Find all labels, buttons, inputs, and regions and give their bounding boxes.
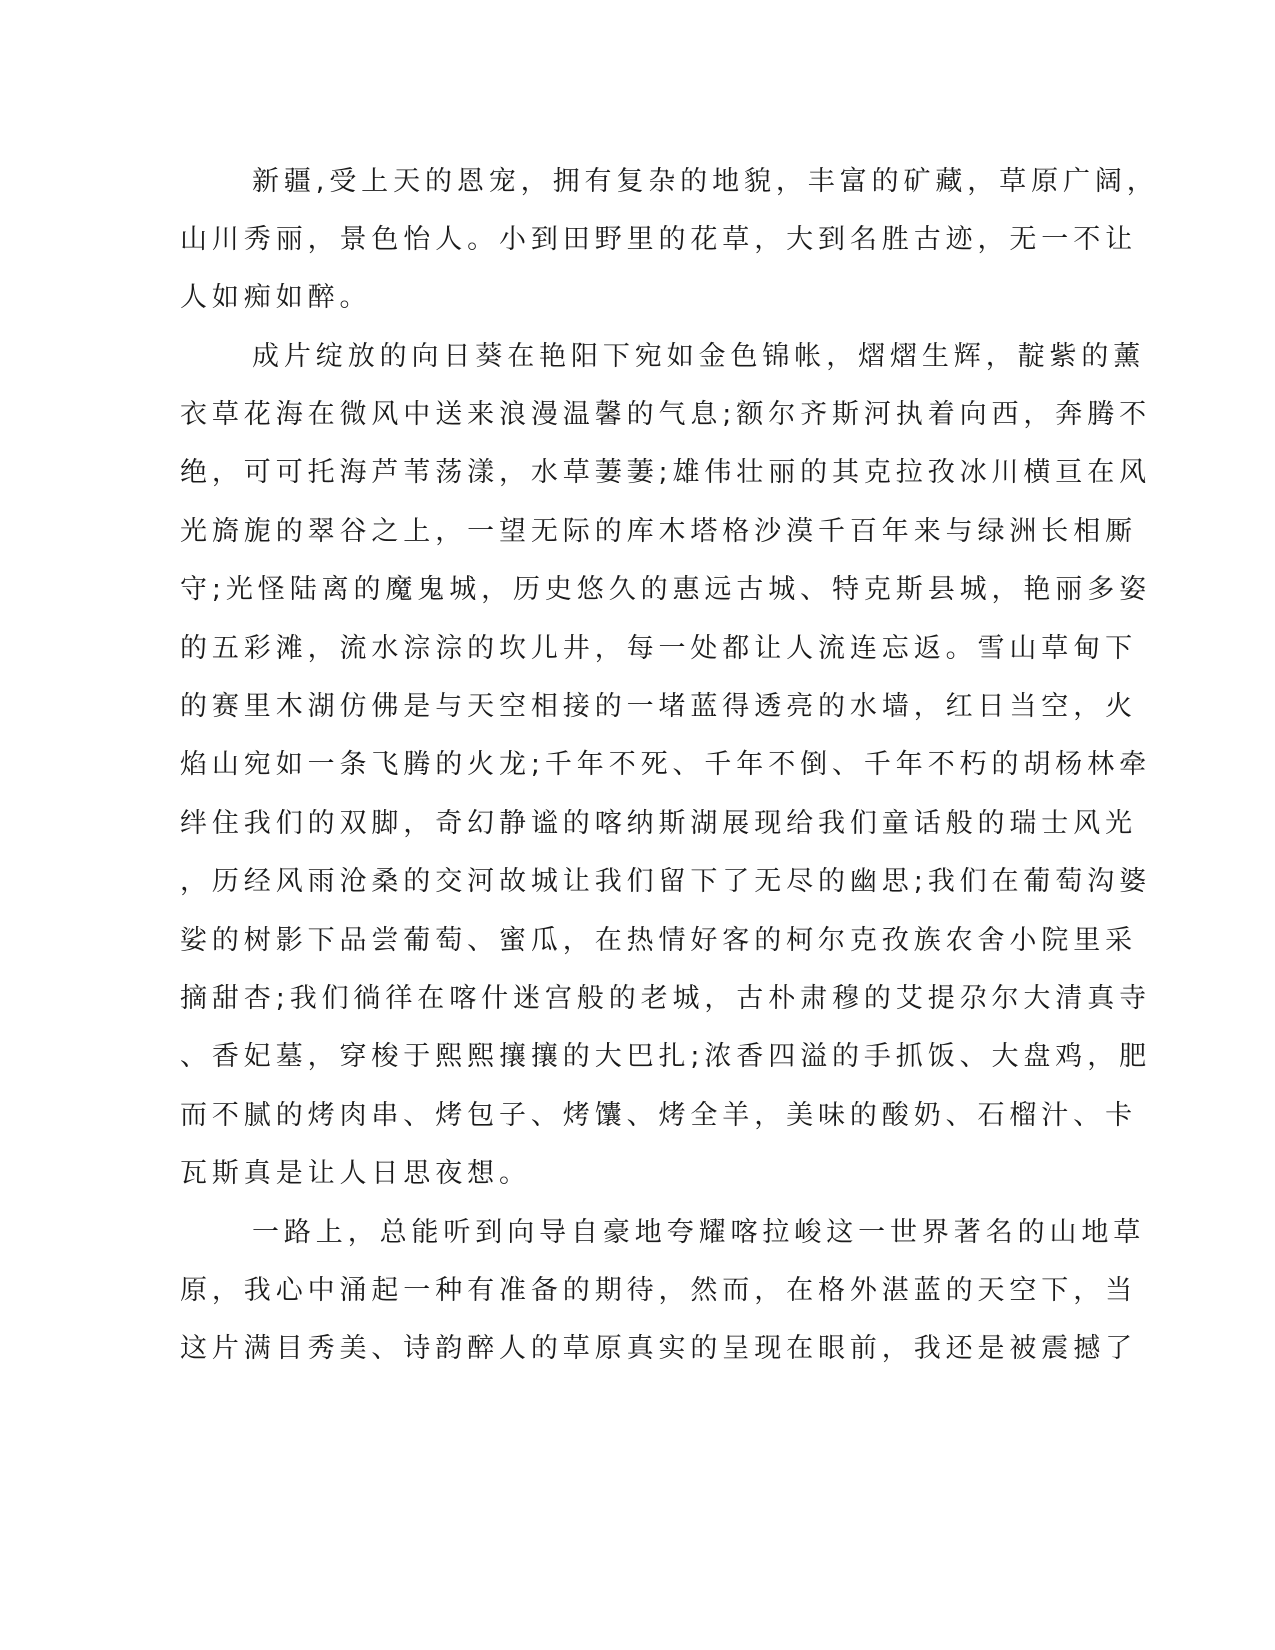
text-line: 守;光怪陆离的魔鬼城，历史悠久的惠远古城、特克斯县城，艳丽多姿 bbox=[180, 574, 1151, 605]
text-line: 而不腻的烤肉串、烤包子、烤馕、烤全羊，美味的酸奶、石榴汁、卡 bbox=[180, 1100, 1137, 1131]
text-line: ，历经风雨沧桑的交河故城让我们留下了无尽的幽思;我们在葡萄沟婆 bbox=[180, 866, 1151, 897]
text-line: 的五彩滩，流水淙淙的坎儿井，每一处都让人流连忘返。雪山草甸下 bbox=[180, 633, 1137, 664]
text-line: 焰山宛如一条飞腾的火龙;千年不死、千年不倒、千年不朽的胡杨林牵 bbox=[180, 749, 1151, 780]
text-line: 这片满目秀美、诗韵醉人的草原真实的呈现在眼前，我还是被震撼了 bbox=[180, 1333, 1137, 1364]
text-line: 绝，可可托海芦苇荡漾，水草萋萋;雄伟壮丽的其克拉孜冰川横亘在风 bbox=[180, 457, 1151, 488]
text-line: 瓦斯真是让人日思夜想。 bbox=[180, 1158, 531, 1189]
text-line: 、香妃墓，穿梭于熙熙攘攘的大巴扎;浓香四溢的手抓饭、大盘鸡，肥 bbox=[180, 1041, 1151, 1072]
text-line: 成片绽放的向日葵在艳阳下宛如金色锦帐，熠熠生辉，靛紫的薰 bbox=[252, 341, 1146, 372]
text-line: 人如痴如醉。 bbox=[180, 282, 372, 313]
text-line: 衣草花海在微风中送来浪漫温馨的气息;额尔齐斯河执着向西，奔腾不 bbox=[180, 399, 1151, 430]
text-line: 光旖旎的翠谷之上，一望无际的库木塔格沙漠千百年来与绿洲长相厮 bbox=[180, 516, 1137, 547]
text-line: 的赛里木湖仿佛是与天空相接的一堵蓝得透亮的水墙，红日当空，火 bbox=[180, 691, 1137, 722]
text-line: 绊住我们的双脚，奇幻静谧的喀纳斯湖展现给我们童话般的瑞士风光 bbox=[180, 808, 1137, 839]
text-line: 原，我心中涌起一种有准备的期待，然而，在格外湛蓝的天空下，当 bbox=[180, 1275, 1137, 1306]
text-line: 山川秀丽，景色怡人。小到田野里的花草，大到名胜古迹，无一不让 bbox=[180, 224, 1137, 255]
text-line: 摘甜杏;我们徜徉在喀什迷宫般的老城，古朴肃穆的艾提尕尔大清真寺 bbox=[180, 983, 1151, 1014]
text-line: 娑的树影下品尝葡萄、蜜瓜，在热情好客的柯尔克孜族农舍小院里采 bbox=[180, 925, 1137, 956]
text-line: 新疆,受上天的恩宠，拥有复杂的地貌，丰富的矿藏，草原广阔， bbox=[252, 166, 1159, 197]
text-line: 一路上，总能听到向导自豪地夸耀喀拉峻这一世界著名的山地草 bbox=[252, 1217, 1146, 1248]
